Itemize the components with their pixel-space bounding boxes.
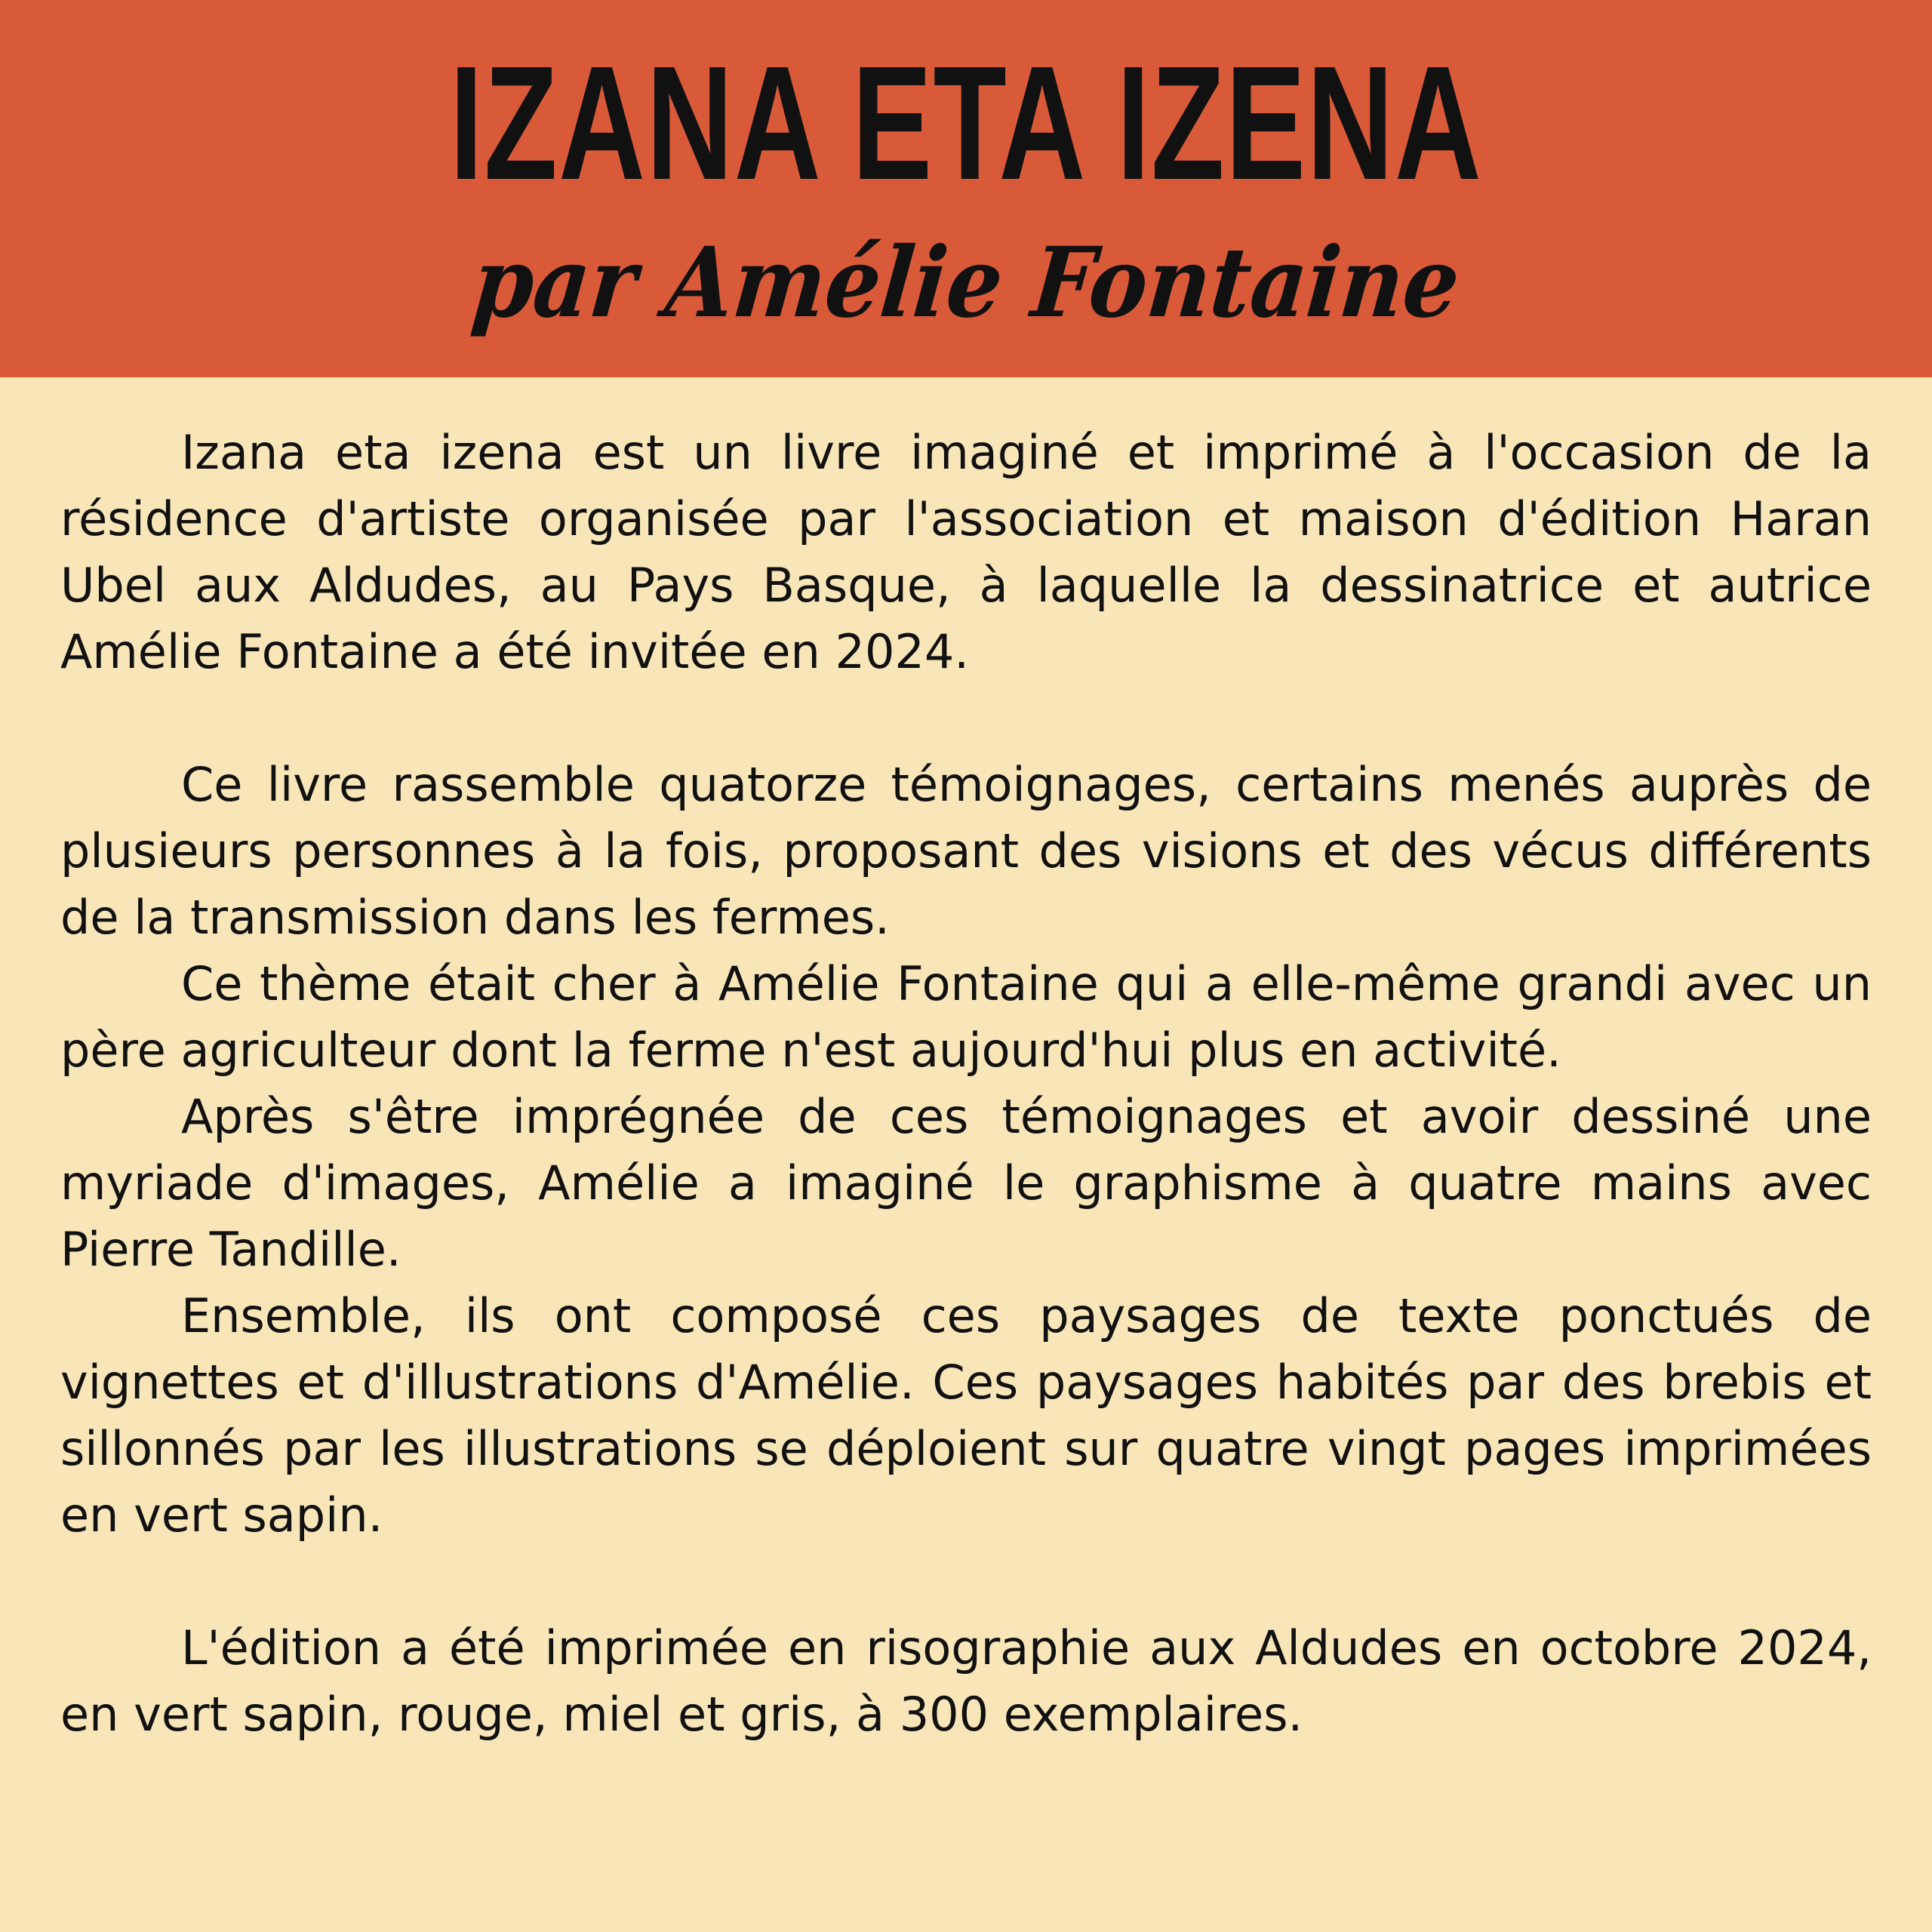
paragraph-intro: Izana eta izena est un livre imaginé et imprimé à l'occasion de la résidence d'artiste organisée par l'association et maison d'édition Haran Ubel aux Aldudes, au Pays Basque, à laquelle la dessinatrice et autrice Amélie Fontaine a été invitée en 2024. — [60, 425, 1872, 679]
body-text — [60, 420, 1872, 1748]
page-title: IZANA ETA IZENA — [449, 32, 1483, 214]
paragraph-landscapes: Ensemble, ils ont composé ces paysages de texte ponctués de vignettes et d'illustrations d'Amélie. Ces paysages habités par des brebis et sillonnés par les illustrations se déploient sur quatre vingt pages imprimées en vert sapin. — [60, 1288, 1872, 1543]
author-subtitle: par Amélie Fontaine — [467, 226, 1465, 340]
paragraph-theme: Ce thème était cher à Amélie Fontaine qui a elle-même grandi avec un père agriculteur dont la ferme n'est aujourd'hui plus en activité. — [60, 956, 1872, 1078]
paragraph-edition: L'édition a été imprimée en risographie aux Aldudes en octobre 2024, en vert sapin, rouge, miel et gris, à 300 exemplaires. — [60, 1620, 1872, 1742]
paragraph-graphic-design: Après s'être imprégnée de ces témoignages et avoir dessiné une myriade d'images, Amélie a imaginé le graphisme à quatre mains avec Pierre Tandille. — [60, 1089, 1872, 1277]
header-banner — [0, 0, 1932, 377]
paragraph-testimonies: Ce livre rassemble quatorze témoignages, certains menés auprès de plusieurs personnes à la fois, proposant des visions et des vécus différents de la transmission dans les fermes. — [60, 757, 1872, 945]
